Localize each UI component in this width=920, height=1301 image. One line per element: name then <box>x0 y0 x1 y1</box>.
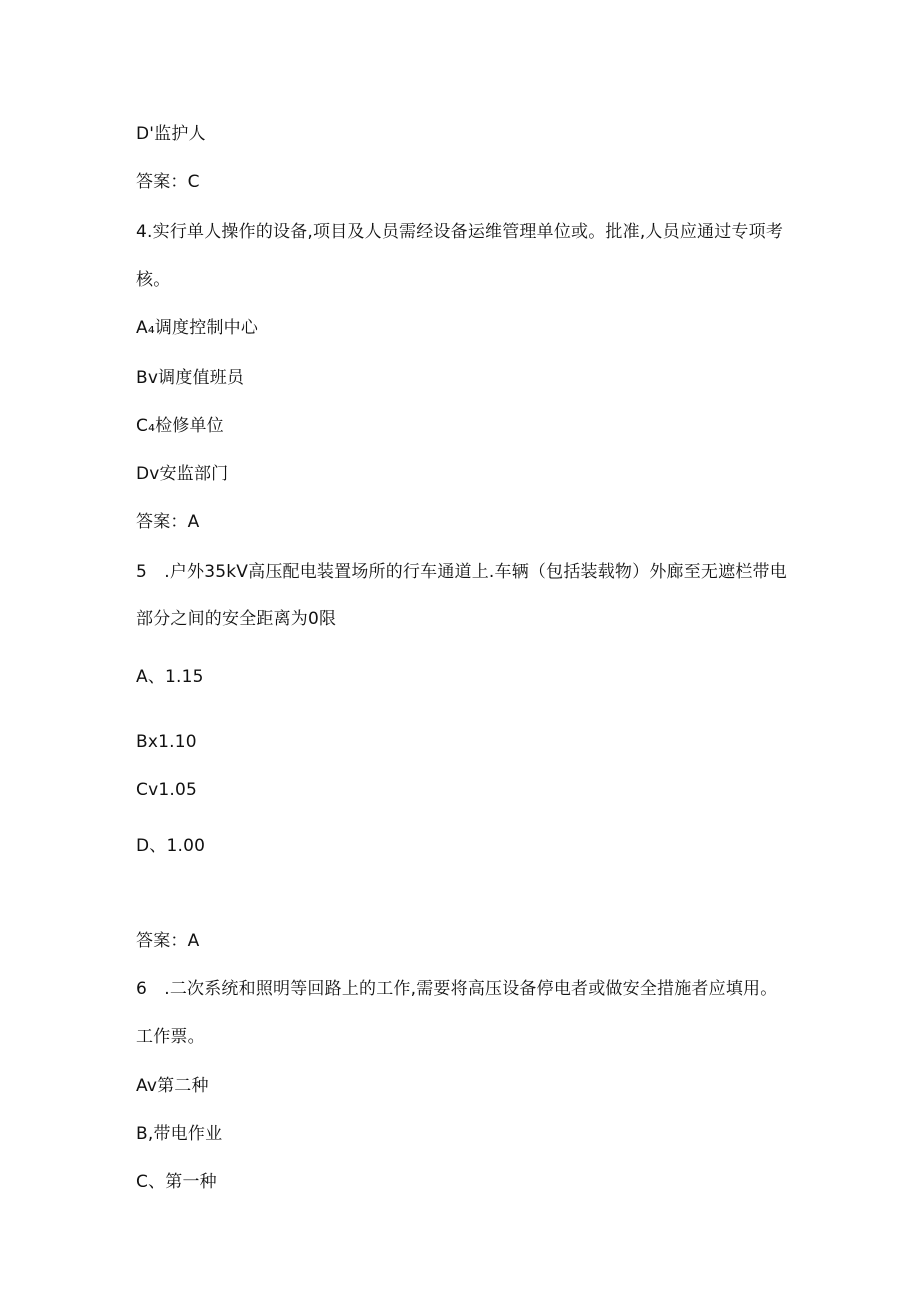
question-5-line-2: 部分之间的安全距离为0限 <box>136 609 337 629</box>
q4-option-d: Dv安监部门 <box>136 464 229 484</box>
answer-q3: 答案：C <box>136 172 200 192</box>
q6-option-c: C、第一种 <box>136 1172 217 1192</box>
q5-option-d: D、1.00 <box>136 836 206 856</box>
q4-option-c: C₄检修单位 <box>136 416 224 436</box>
question-5-line-1: 5 .户外35kV高压配电装置场所的行车通道上.车辆（包括装载物）外廊至无遮栏带电 <box>136 562 787 582</box>
q5-option-c: Cv1.05 <box>136 780 197 800</box>
q5-option-b: Bx1.10 <box>136 732 197 752</box>
question-4-line-2: 核。 <box>136 270 171 290</box>
answer-q4: 答案：A <box>136 512 200 532</box>
question-4-line-1: 4.实行单人操作的设备,项目及人员需经设备运维管理单位或。批准,人员应通过专项考 <box>136 222 784 242</box>
option-d-guardian: D'监护人 <box>136 124 206 144</box>
question-6-line-2: 工作票。 <box>136 1027 205 1047</box>
q6-option-a: Av第二种 <box>136 1076 209 1096</box>
q4-option-b: Bv调度值班员 <box>136 368 245 388</box>
q5-option-a: A、1.15 <box>136 667 204 687</box>
answer-q5: 答案：A <box>136 931 200 951</box>
question-6-line-1: 6 .二次系统和照明等回路上的工作,需要将高压设备停电者或做安全措施者应填用。 <box>136 979 778 999</box>
q6-option-b: B,带电作业 <box>136 1124 223 1144</box>
q4-option-a: A₄调度控制中心 <box>136 318 259 338</box>
